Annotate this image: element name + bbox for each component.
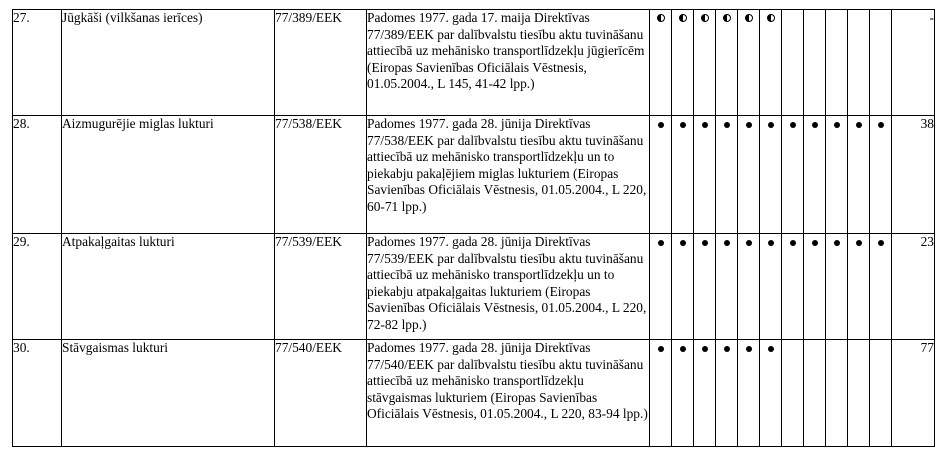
vehicle-category-cell xyxy=(738,340,760,447)
vehicle-category-cell xyxy=(650,116,672,234)
vehicle-category-cell xyxy=(804,10,826,116)
bullet-icon xyxy=(702,240,708,246)
last-column-value: 77 xyxy=(892,340,935,447)
bullet-icon xyxy=(834,122,840,128)
last-column-value: - xyxy=(892,10,935,116)
bullet-icon xyxy=(812,240,818,246)
vehicle-category-cell xyxy=(716,116,738,234)
vehicle-category-cell xyxy=(650,234,672,340)
vehicle-category-cell xyxy=(870,116,892,234)
bullet-icon xyxy=(658,240,664,246)
requirement-name: Stāvgaismas lukturi xyxy=(62,340,275,447)
table-row xyxy=(13,10,935,116)
vehicle-category-cell xyxy=(650,340,672,447)
vehicle-category-cell xyxy=(848,116,870,234)
bullet-icon xyxy=(834,240,840,246)
vehicle-category-cell xyxy=(826,234,848,340)
bullet-icon xyxy=(856,240,862,246)
vehicle-category-cell xyxy=(716,234,738,340)
vehicle-category-cell xyxy=(760,10,782,116)
vehicle-category-cell xyxy=(694,10,716,116)
bullet-icon xyxy=(658,122,664,128)
vehicle-category-cell xyxy=(694,234,716,340)
vehicle-category-cell xyxy=(716,340,738,447)
vehicle-category-cell xyxy=(848,10,870,116)
vehicle-category-cell xyxy=(672,10,694,116)
vehicle-category-cell xyxy=(826,116,848,234)
bullet-icon xyxy=(878,122,884,128)
vehicle-category-cell xyxy=(650,10,672,116)
directive-code: 77/538/EEK xyxy=(275,116,367,234)
vehicle-category-cell xyxy=(738,116,760,234)
directive-code: 77/540/EEK xyxy=(275,340,367,447)
vehicle-category-cell xyxy=(782,340,804,447)
bullet-icon xyxy=(680,122,686,128)
vehicle-category-cell xyxy=(804,234,826,340)
bullet-icon xyxy=(790,240,796,246)
directive-description: Padomes 1977. gada 17. maija Direktīvas 77/389/EEK par dalībvalstu tiesību aktu tuvināšanu attiecībā uz mehānisko transportlīdzekļu jūgierīcēm (Eiropas Savienības Oficiālais Vēstnesis, 01.05.2004., L 145, 41-42 lpp.) xyxy=(367,10,650,116)
vehicle-category-cell xyxy=(804,116,826,234)
bullet-icon xyxy=(702,122,708,128)
directive-code: 77/389/EEK xyxy=(275,10,367,116)
bullet-icon xyxy=(768,240,774,246)
bullet-icon xyxy=(746,240,752,246)
half-filled-circle-icon xyxy=(767,14,775,22)
vehicle-category-cell xyxy=(870,340,892,447)
bullet-icon xyxy=(812,122,818,128)
half-filled-circle-icon xyxy=(701,14,709,22)
bullet-icon xyxy=(724,122,730,128)
directive-description: Padomes 1977. gada 28. jūnija Direktīvas 77/539/EEK par dalībvalstu tiesību aktu tuvināšanu attiecībā uz mehānisko transportlīdzekļu un to piekabju atpakaļgaitas lukturiem (Eiropas Savienības Oficiālais Vēstnesis, 01.05.2004., L 220, 72-82 lpp.) xyxy=(367,234,650,340)
vehicle-category-cell xyxy=(760,116,782,234)
row-number: 30. xyxy=(13,340,62,447)
vehicle-category-cell xyxy=(848,340,870,447)
vehicle-category-cell xyxy=(716,10,738,116)
vehicle-category-cell xyxy=(782,116,804,234)
bullet-icon xyxy=(724,346,730,352)
vehicle-category-cell xyxy=(760,340,782,447)
bullet-icon xyxy=(680,240,686,246)
half-filled-circle-icon xyxy=(745,14,753,22)
vehicle-category-cell xyxy=(870,234,892,340)
directive-description: Padomes 1977. gada 28. jūnija Direktīvas 77/540/EEK par dalībvalstu tiesību aktu tuvināšanu attiecībā uz mehānisko transportlīdzekļu stāvgaismas lukturiem (Eiropas Savienības Oficiālais Vēstnesis, 01.05.2004., L 220, 83-94 lpp.) xyxy=(367,340,650,447)
half-filled-circle-icon xyxy=(723,14,731,22)
directives-table xyxy=(12,9,935,447)
vehicle-category-cell xyxy=(694,116,716,234)
bullet-icon xyxy=(768,346,774,352)
requirement-name: Atpakaļgaitas lukturi xyxy=(62,234,275,340)
vehicle-category-cell xyxy=(672,340,694,447)
vehicle-category-cell xyxy=(782,10,804,116)
vehicle-category-cell xyxy=(760,234,782,340)
vehicle-category-cell xyxy=(782,234,804,340)
bullet-icon xyxy=(702,346,708,352)
vehicle-category-cell xyxy=(870,10,892,116)
table-row xyxy=(13,116,935,234)
last-column-value: 38 xyxy=(892,116,935,234)
vehicle-category-cell xyxy=(804,340,826,447)
vehicle-category-cell xyxy=(672,116,694,234)
row-number: 28. xyxy=(13,116,62,234)
table-row xyxy=(13,340,935,447)
bullet-icon xyxy=(856,122,862,128)
half-filled-circle-icon xyxy=(679,14,687,22)
vehicle-category-cell xyxy=(826,10,848,116)
last-column-value: 23 xyxy=(892,234,935,340)
bullet-icon xyxy=(658,346,664,352)
vehicle-category-cell xyxy=(826,340,848,447)
bullet-icon xyxy=(746,122,752,128)
bullet-icon xyxy=(746,346,752,352)
row-number: 29. xyxy=(13,234,62,340)
vehicle-category-cell xyxy=(738,10,760,116)
bullet-icon xyxy=(790,122,796,128)
bullet-icon xyxy=(878,240,884,246)
bullet-icon xyxy=(680,346,686,352)
directive-code: 77/539/EEK xyxy=(275,234,367,340)
half-filled-circle-icon xyxy=(657,14,665,22)
bullet-icon xyxy=(724,240,730,246)
vehicle-category-cell xyxy=(672,234,694,340)
vehicle-category-cell xyxy=(848,234,870,340)
requirement-name: Jūgkāši (vilkšanas ierīces) xyxy=(62,10,275,116)
directive-description: Padomes 1977. gada 28. jūnija Direktīvas 77/538/EEK par dalībvalstu tiesību aktu tuvināšanu attiecībā uz mehānisko transportlīdzekļu un to piekabju pakaļējiem miglas lukturiem (Eiropas Savienības Oficiālais Vēstnesis, 01.05.2004., L 220, 60-71 lpp.) xyxy=(367,116,650,234)
vehicle-category-cell xyxy=(694,340,716,447)
bullet-icon xyxy=(768,122,774,128)
requirement-name: Aizmugurējie miglas lukturi xyxy=(62,116,275,234)
table-row xyxy=(13,234,935,340)
row-number: 27. xyxy=(13,10,62,116)
vehicle-category-cell xyxy=(738,234,760,340)
